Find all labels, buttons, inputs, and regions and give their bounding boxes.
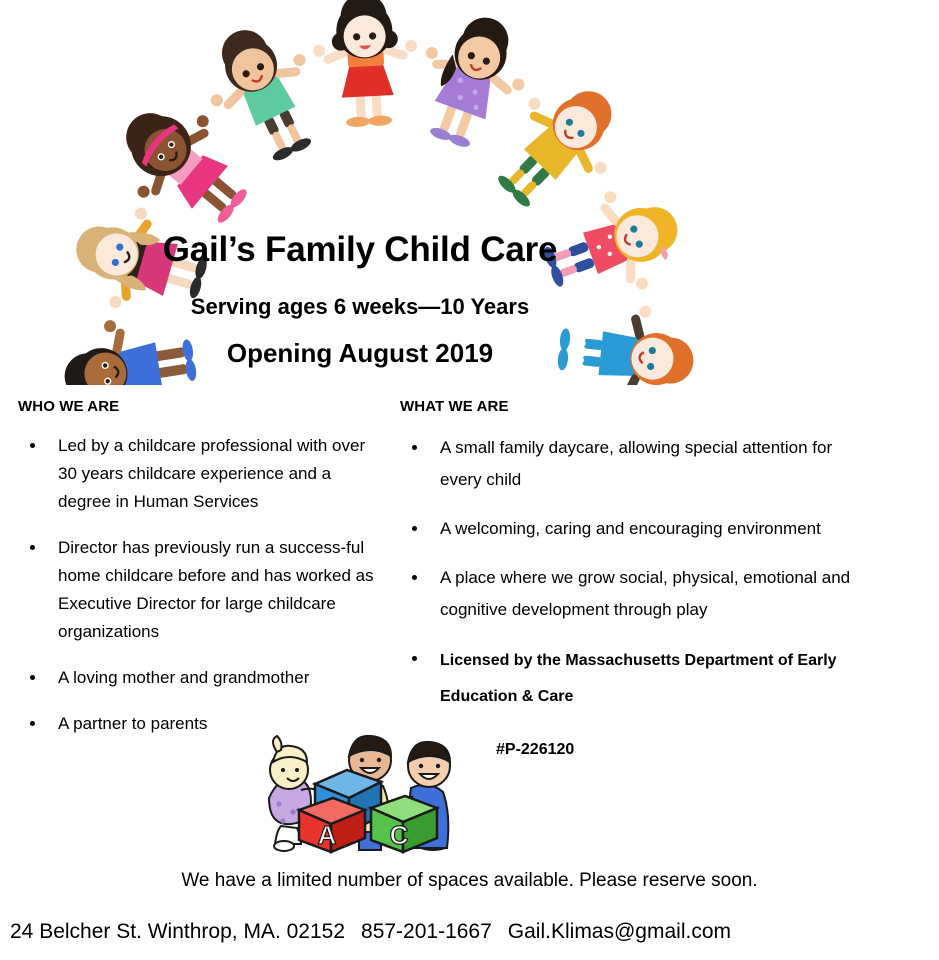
list-item: [400, 562, 868, 626]
abc-blocks-illustration: [243, 726, 491, 861]
licensed-text: Licensed by the Massachusetts Department of Early Education & Care: [440, 652, 837, 705]
license-number: #P-226120: [496, 741, 575, 758]
list-item-text: A small family daycare, allowing special attention for every child: [440, 438, 833, 489]
bullet-icon: [412, 656, 417, 661]
block-a: [299, 798, 365, 852]
list-item-text: A welcoming, caring and encouraging environment: [440, 519, 821, 538]
bullet-icon: [30, 545, 35, 550]
arc-child-2: [57, 308, 203, 385]
arc-child-7: [400, 1, 543, 160]
list-item-text: A place where we grow social, physical, emotional and cognitive development through play: [440, 568, 851, 619]
arc-child-9: [531, 173, 693, 317]
list-item: [18, 664, 388, 692]
svg-text:C: C: [389, 820, 409, 850]
list-item-text: A loving mother and grandmother: [58, 668, 310, 687]
contact-email: Gail.Klimas@gmail.com: [507, 920, 731, 943]
what-we-are-column: [388, 398, 868, 768]
bullet-icon: [412, 445, 417, 450]
page-title: Gail’s Family Child Care: [162, 230, 558, 269]
list-item-licensed: [400, 643, 868, 715]
contact-phone: 857-201-1667: [361, 920, 492, 943]
arc-child-6: [310, 0, 421, 129]
list-item: [18, 534, 388, 646]
arc-child-5: [188, 10, 341, 177]
arc-child-4: [98, 82, 269, 249]
what-we-are-list: [400, 432, 868, 715]
contact-address: 24 Belcher St. Winthrop, MA. 02152: [10, 920, 346, 943]
list-item-text: Led by a childcare professional with over 30 years childcare experience and a degree in Human Services: [58, 436, 366, 511]
opening-date: Opening August 2019: [226, 338, 494, 368]
availability-note: We have a limited number of spaces available. Please reserve soon.: [181, 870, 758, 891]
arc-child-10: [554, 297, 699, 385]
arc-child-3: [63, 193, 218, 329]
children-arc-illustration: [0, 0, 760, 385]
who-we-are-column: [0, 398, 388, 738]
bullet-icon: [412, 575, 417, 580]
list-item: [18, 432, 388, 516]
who-we-are-list: [18, 432, 388, 738]
content-columns: [0, 398, 939, 768]
bullet-icon: [30, 721, 35, 726]
list-item-text: Director has previously run a success-ful home childcare before and has worked as Executive Director for large childcare organizations: [58, 538, 374, 641]
list-item-text: A partner to parents: [58, 714, 208, 733]
bullet-icon: [30, 443, 35, 448]
what-we-are-heading: WHAT WE ARE: [400, 398, 509, 415]
bullet-icon: [30, 675, 35, 680]
list-item: [400, 432, 868, 496]
bullet-icon: [412, 526, 417, 531]
page-subtitle: Serving ages 6 weeks—10 Years: [190, 294, 530, 319]
who-we-are-heading: WHO WE ARE: [18, 398, 120, 415]
contact-line: [10, 918, 930, 946]
svg-text:A: A: [317, 820, 337, 850]
list-item: [400, 513, 868, 545]
